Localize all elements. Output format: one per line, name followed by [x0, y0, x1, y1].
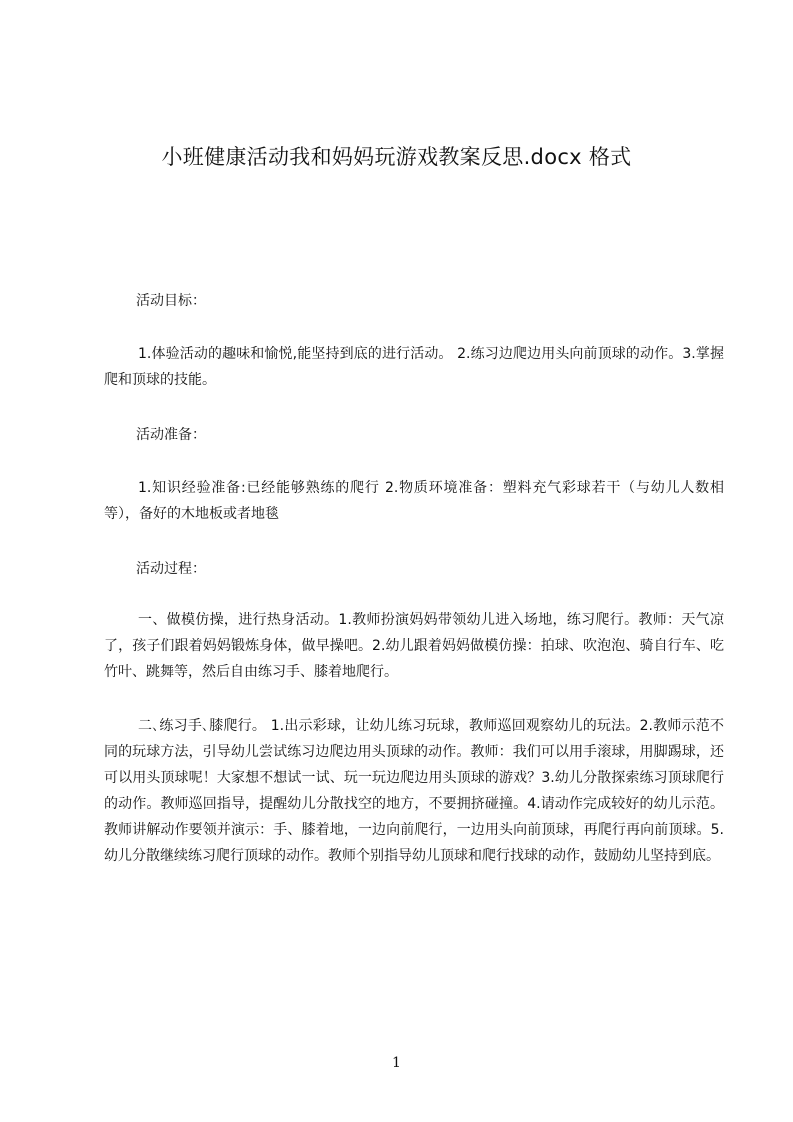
section-heading-process: 活动过程： [136, 561, 206, 577]
process-paragraph-2: 二､练习手､膝爬行。 1.出示彩球，让幼儿练习玩球，教师巡回观察幼儿的玩法。2.教师示范不同的玩球方法，引导幼儿尝试练习边爬边用头顶球的动作。教师：我们可以用手滚球，用脚踢球，还可以用头顶球呢！大家想不想试一试、玩一玩边爬边用头顶球的游戏？3.幼儿分散探索练习顶球爬行的动作。教师巡回指导，提醒幼儿分散找空的地方，不要拥挤碰撞。4.请动作完成较好的幼儿示范。教师讲解动作要领并演示：手、膝着地，一边向前爬行，一边用头向前顶球，再爬行再向前顶球。5.幼儿分散继续练习爬行顶球的动作。教师个别指导幼儿顶球和爬行找球的动作，鼓励幼儿坚持到底。 [104, 718, 724, 864]
goals-paragraph: 1.体验活动的趣味和愉悦,能坚持到底的进行活动。 2.练习边爬边用头向前顶球的动作。3.掌握爬和顶球的技能。 [104, 346, 724, 388]
page-number: 1 [392, 1055, 401, 1071]
process-paragraph-1: 一、做模仿操，进行热身活动。1.教师扮演妈妈带领幼儿进入场地，练习爬行。教师：天气凉了，孩子们跟着妈妈锻炼身体，做早操吧。2.幼儿跟着妈妈做模仿操：拍球、吹泡泡、骑自行车、吃竹叶、跳舞等，然后自由练习手、膝着地爬行。 [104, 612, 724, 680]
section-heading-preparation: 活动准备： [136, 427, 206, 443]
section-heading-goals: 活动目标： [136, 293, 206, 309]
document-title: 小班健康活动我和妈妈玩游戏教案反思.docx 格式 [161, 145, 632, 169]
preparation-paragraph: 1.知识经验准备:已经能够熟练的爬行 2.物质环境准备：塑料充气彩球若干（与幼儿人数相等），备好的木地板或者地毯 [104, 480, 724, 522]
